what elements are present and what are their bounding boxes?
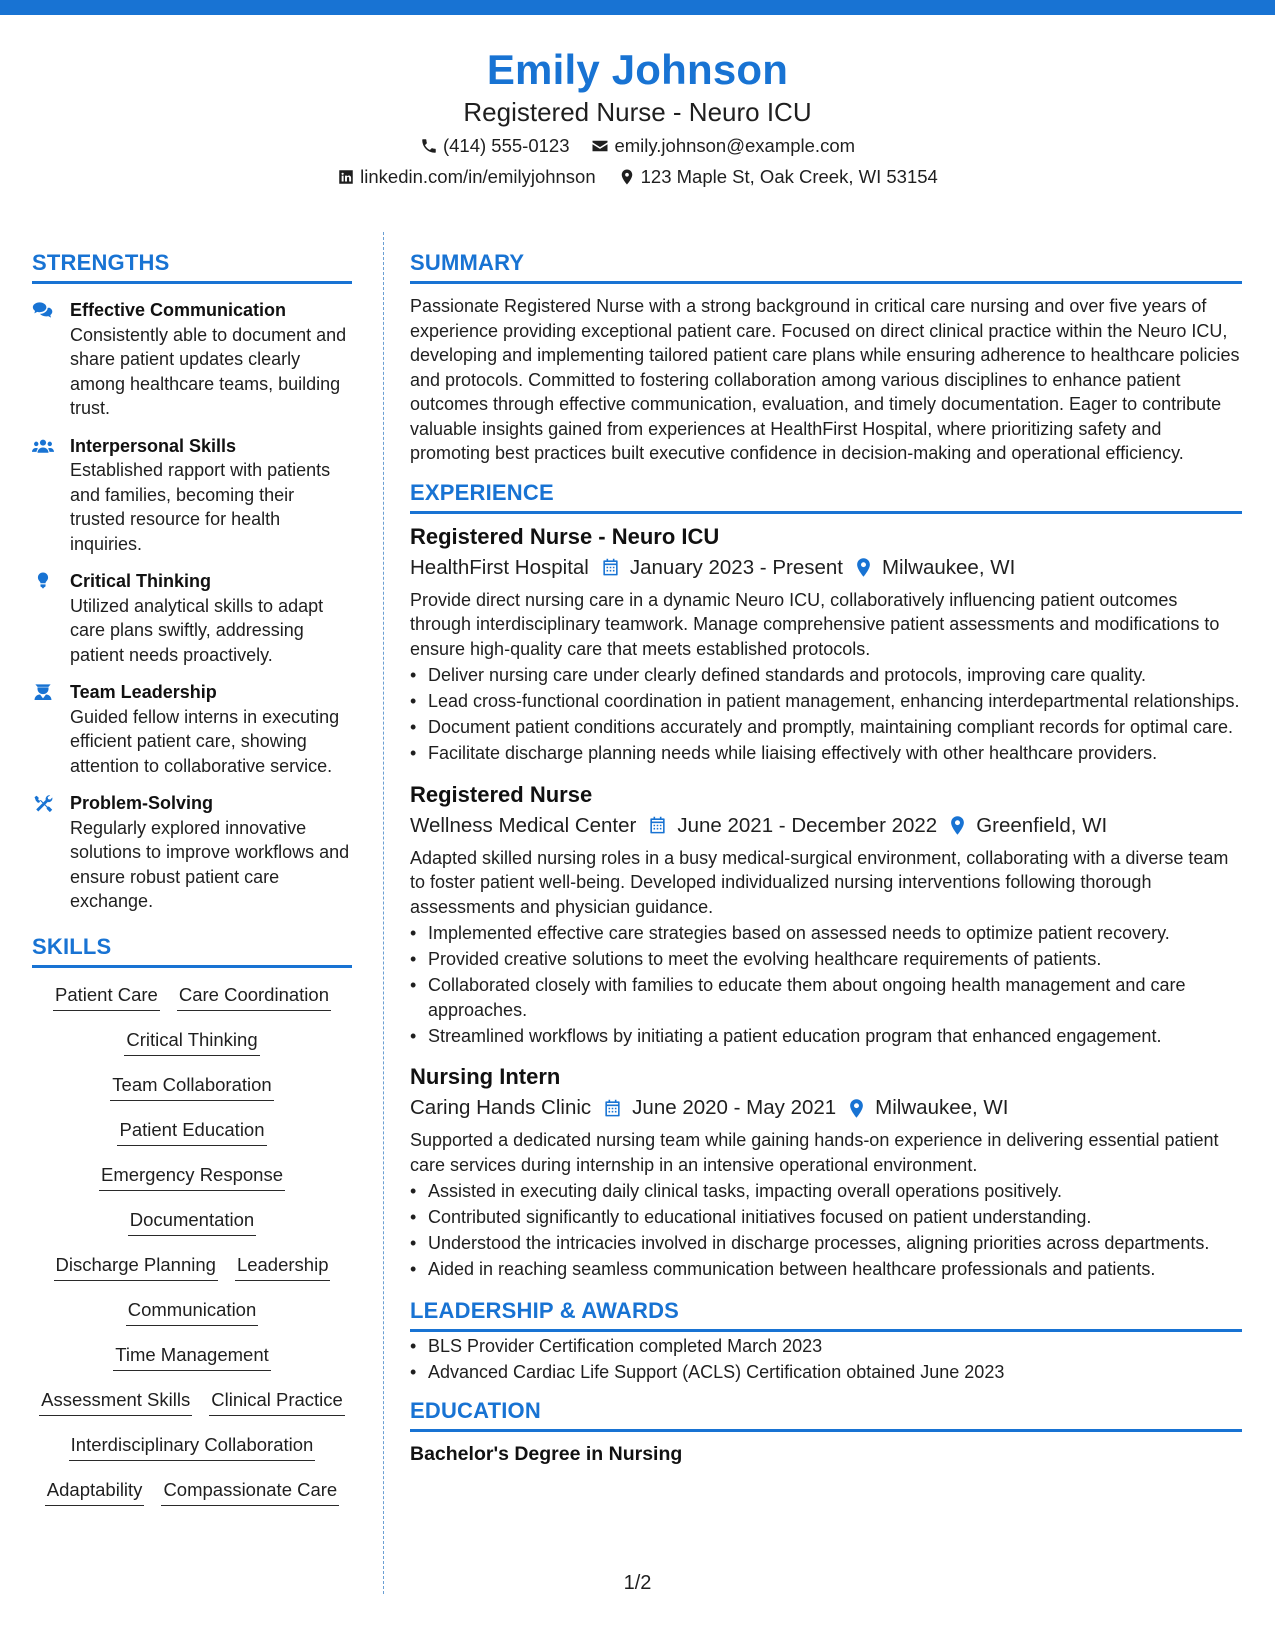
skill-row (32, 982, 352, 1027)
skill-tag: Communication (126, 1297, 259, 1326)
job-bullets (410, 921, 1242, 1048)
skill-row (32, 1297, 352, 1342)
award-item: • BLS Provider Certification completed March 2023 (410, 1334, 1242, 1359)
users-icon (32, 437, 54, 455)
strength-title: Problem-Solving (70, 793, 214, 813)
candidate-title: Registered Nurse - Neuro ICU (463, 97, 812, 127)
job-dates (601, 553, 843, 583)
strength-title: Effective Communication (70, 300, 287, 320)
job-location-text: Milwaukee, WI (881, 555, 1016, 579)
resume-header (0, 44, 1275, 189)
graduate-icon (32, 683, 54, 701)
job-bullet: • Facilitate discharge planning needs while liaising effectively with other healthcare providers. (410, 741, 1242, 766)
skill-row (32, 1072, 352, 1117)
strength-description: Established rapport with patients and families, becoming their trusted resource for health inquiries. (70, 460, 331, 554)
phone-icon (420, 137, 438, 155)
address-contact (618, 165, 938, 189)
job-location (848, 1093, 1008, 1123)
right-column (410, 250, 1242, 1468)
top-accent-bar (0, 0, 1275, 15)
calendar-icon (601, 558, 620, 577)
skill-tag: Care Coordination (177, 982, 331, 1011)
skill-row (32, 1477, 352, 1522)
skills-list (32, 982, 352, 1522)
skill-tag: Interdisciplinary Collaboration (69, 1432, 316, 1461)
phone-contact[interactable] (420, 134, 570, 158)
comments-icon (32, 301, 54, 319)
strengths-heading: STRENGTHS (32, 250, 352, 284)
strength-title: Interpersonal Skills (70, 435, 237, 456)
job-bullet: • Document patient conditions accurately and promptly, maintaining compliant records for optimal care. (410, 715, 1242, 740)
skill-tag: Team Collaboration (110, 1072, 273, 1101)
envelope-icon (591, 137, 609, 155)
summary-text: Passionate Registered Nurse with a strong background in critical care nursing and over five years of experience providing exceptional patient care. Focused on direct clinical practice within the Neuro ICU, developing and implementing tailored patient care plans while ensuring adherence to healthcare policies and protocols. Committed to fostering collaboration among various disciplines to enhance patient outcomes through effective communication, evaluation, and timely documentation. Eager to contribute valuable insights gained from experiences at HealthFirst Hospital, where prioritizing safety and promoting best practices built executive confidence in decision-making and operational efficiency. (410, 296, 1240, 463)
job-location (855, 553, 1015, 583)
company-name: Caring Hands Clinic (410, 1096, 592, 1119)
skill-tag: Leadership (235, 1252, 331, 1281)
skill-tag: Emergency Response (99, 1162, 285, 1191)
lightbulb-icon (32, 572, 54, 590)
skill-tag: Adaptability (45, 1477, 145, 1506)
job-bullet: • Aided in reaching seamless communication between healthcare professionals and patients. (410, 1257, 1242, 1282)
address-text: 123 Maple St, Oak Creek, WI 53154 (640, 166, 938, 187)
experience-entry (410, 780, 1242, 1049)
job-location (949, 811, 1107, 841)
calendar-icon (603, 1099, 622, 1118)
job-bullet: • Deliver nursing care under clearly defined standards and protocols, improving care quality. (410, 663, 1242, 688)
strength-item (32, 791, 352, 914)
job-dates-text: June 2020 - May 2021 (632, 1096, 837, 1119)
strength-item (32, 434, 352, 557)
skill-row (32, 1252, 352, 1297)
skill-tag: Critical Thinking (124, 1027, 259, 1056)
skill-row (32, 1342, 352, 1387)
job-dates-text: January 2023 - Present (629, 555, 843, 579)
skill-row (32, 1027, 352, 1072)
job-bullet: • Implemented effective care strategies based on assessed needs to optimize patient recovery. (410, 921, 1242, 946)
job-bullet: • Understood the intricacies involved in discharge processes, aligning priorities across departments. (410, 1231, 1242, 1256)
job-title: Registered Nurse - Neuro ICU (410, 523, 720, 549)
linkedin-icon (337, 168, 355, 186)
job-bullet: • Streamlined workflows by initiating a patient education program that enhanced engagement. (410, 1024, 1242, 1049)
company-name: HealthFirst Hospital (410, 555, 589, 579)
linkedin-text: linkedin.com/in/emilyjohnson (360, 166, 596, 187)
job-bullet: • Collaborated closely with families to educate them about ongoing health management and care approaches. (410, 973, 1242, 1022)
education-degree: Bachelor's Degree in Nursing (410, 1443, 683, 1465)
skill-tag: Assessment Skills (39, 1387, 192, 1416)
left-column (32, 250, 352, 1522)
skill-row (32, 1432, 352, 1477)
contact-row-primary (0, 134, 1275, 158)
map-pin-icon (618, 168, 636, 186)
strength-description: Consistently able to document and share patient updates clearly among healthcare teams, building trust. (70, 324, 347, 418)
skill-tag: Discharge Planning (54, 1252, 218, 1281)
email-contact[interactable] (591, 134, 855, 158)
strength-description: Regularly explored innovative solutions to improve workflows and ensure robust patient care exchange. (70, 817, 350, 911)
job-dates (648, 811, 937, 841)
company-name: Wellness Medical Center (410, 813, 637, 837)
skill-tag: Patient Care (53, 982, 160, 1011)
skill-tag: Clinical Practice (209, 1387, 345, 1416)
skill-row (32, 1162, 352, 1207)
skill-row (32, 1207, 352, 1252)
job-meta (410, 1093, 1242, 1123)
column-divider (383, 232, 384, 1594)
experience-heading: EXPERIENCE (410, 480, 1242, 514)
job-bullet: • Contributed significantly to educational initiatives focused on patient understanding. (410, 1205, 1242, 1230)
job-bullets (410, 1179, 1242, 1282)
job-title: Nursing Intern (410, 1064, 561, 1089)
skill-tag: Patient Education (117, 1117, 266, 1146)
strength-item (32, 680, 352, 778)
strength-item (32, 569, 352, 667)
skill-row (32, 1387, 352, 1432)
strengths-list (32, 298, 352, 914)
summary-heading: SUMMARY (410, 250, 1242, 284)
phone-text: (414) 555-0123 (442, 135, 570, 156)
strength-title: Critical Thinking (70, 571, 212, 591)
page-indicator: 1/2 (623, 1572, 652, 1594)
strength-item (32, 298, 352, 421)
calendar-icon (648, 816, 667, 835)
job-meta (410, 811, 1242, 841)
job-title: Registered Nurse (410, 781, 593, 807)
job-location-text: Milwaukee, WI (875, 1096, 1009, 1119)
skill-tag: Documentation (128, 1207, 256, 1236)
job-bullets (410, 663, 1242, 766)
job-dates (603, 1093, 836, 1123)
strength-description: Guided fellow interns in executing efficient patient care, showing attention to collaborative service. (70, 706, 340, 776)
skill-tag: Time Management (113, 1342, 271, 1371)
candidate-name: Emily Johnson (486, 46, 789, 93)
skills-heading: SKILLS (32, 934, 352, 968)
strength-description: Utilized analytical skills to adapt care plans swiftly, addressing patient needs proactively. (70, 595, 324, 665)
job-location-text: Greenfield, WI (976, 813, 1108, 837)
awards-list (410, 1334, 1242, 1385)
skill-row (32, 1117, 352, 1162)
skill-tag: Compassionate Care (161, 1477, 339, 1506)
experience-entry (410, 522, 1242, 766)
map-pin-icon (949, 815, 966, 836)
awards-heading: LEADERSHIP & AWARDS (410, 1298, 1242, 1332)
experience-list (410, 522, 1242, 1282)
job-description: Provide direct nursing care in a dynamic Neuro ICU, collaboratively influencing patient outcomes through interdisciplinary teamwork. Manage comprehensive patient assessments and modifications to ensure high-quality care that meets established protocols. (410, 589, 1220, 659)
email-text: emily.johnson@example.com (614, 135, 856, 156)
job-dates-text: June 2021 - December 2022 (677, 813, 938, 837)
job-bullet: • Lead cross-functional coordination in patient management, enhancing interdepartmental relationships. (410, 689, 1242, 714)
strength-title: Team Leadership (70, 682, 217, 702)
job-meta (410, 553, 1242, 583)
education-heading: EDUCATION (410, 1398, 1242, 1432)
job-description: Adapted skilled nursing roles in a busy medical-surgical environment, collaborating with a diverse team to foster patient well-being. Developed individualized nursing interventions following thorough assessments and physician guidance. (410, 847, 1229, 917)
job-description: Supported a dedicated nursing team while gaining hands-on experience in delivering essential patient care services during internship in an intensive operational environment. (410, 1130, 1219, 1175)
award-item: • Advanced Cardiac Life Support (ACLS) Certification obtained June 2023 (410, 1360, 1242, 1385)
contact-row-secondary (0, 165, 1275, 189)
map-pin-icon (855, 557, 872, 578)
experience-entry (410, 1062, 1242, 1282)
linkedin-contact[interactable] (337, 165, 595, 189)
tools-icon (32, 794, 54, 812)
job-bullet: • Assisted in executing daily clinical tasks, impacting overall operations positively. (410, 1179, 1242, 1204)
map-pin-icon (848, 1098, 865, 1119)
job-bullet: • Provided creative solutions to meet the evolving healthcare requirements of patients. (410, 947, 1242, 972)
